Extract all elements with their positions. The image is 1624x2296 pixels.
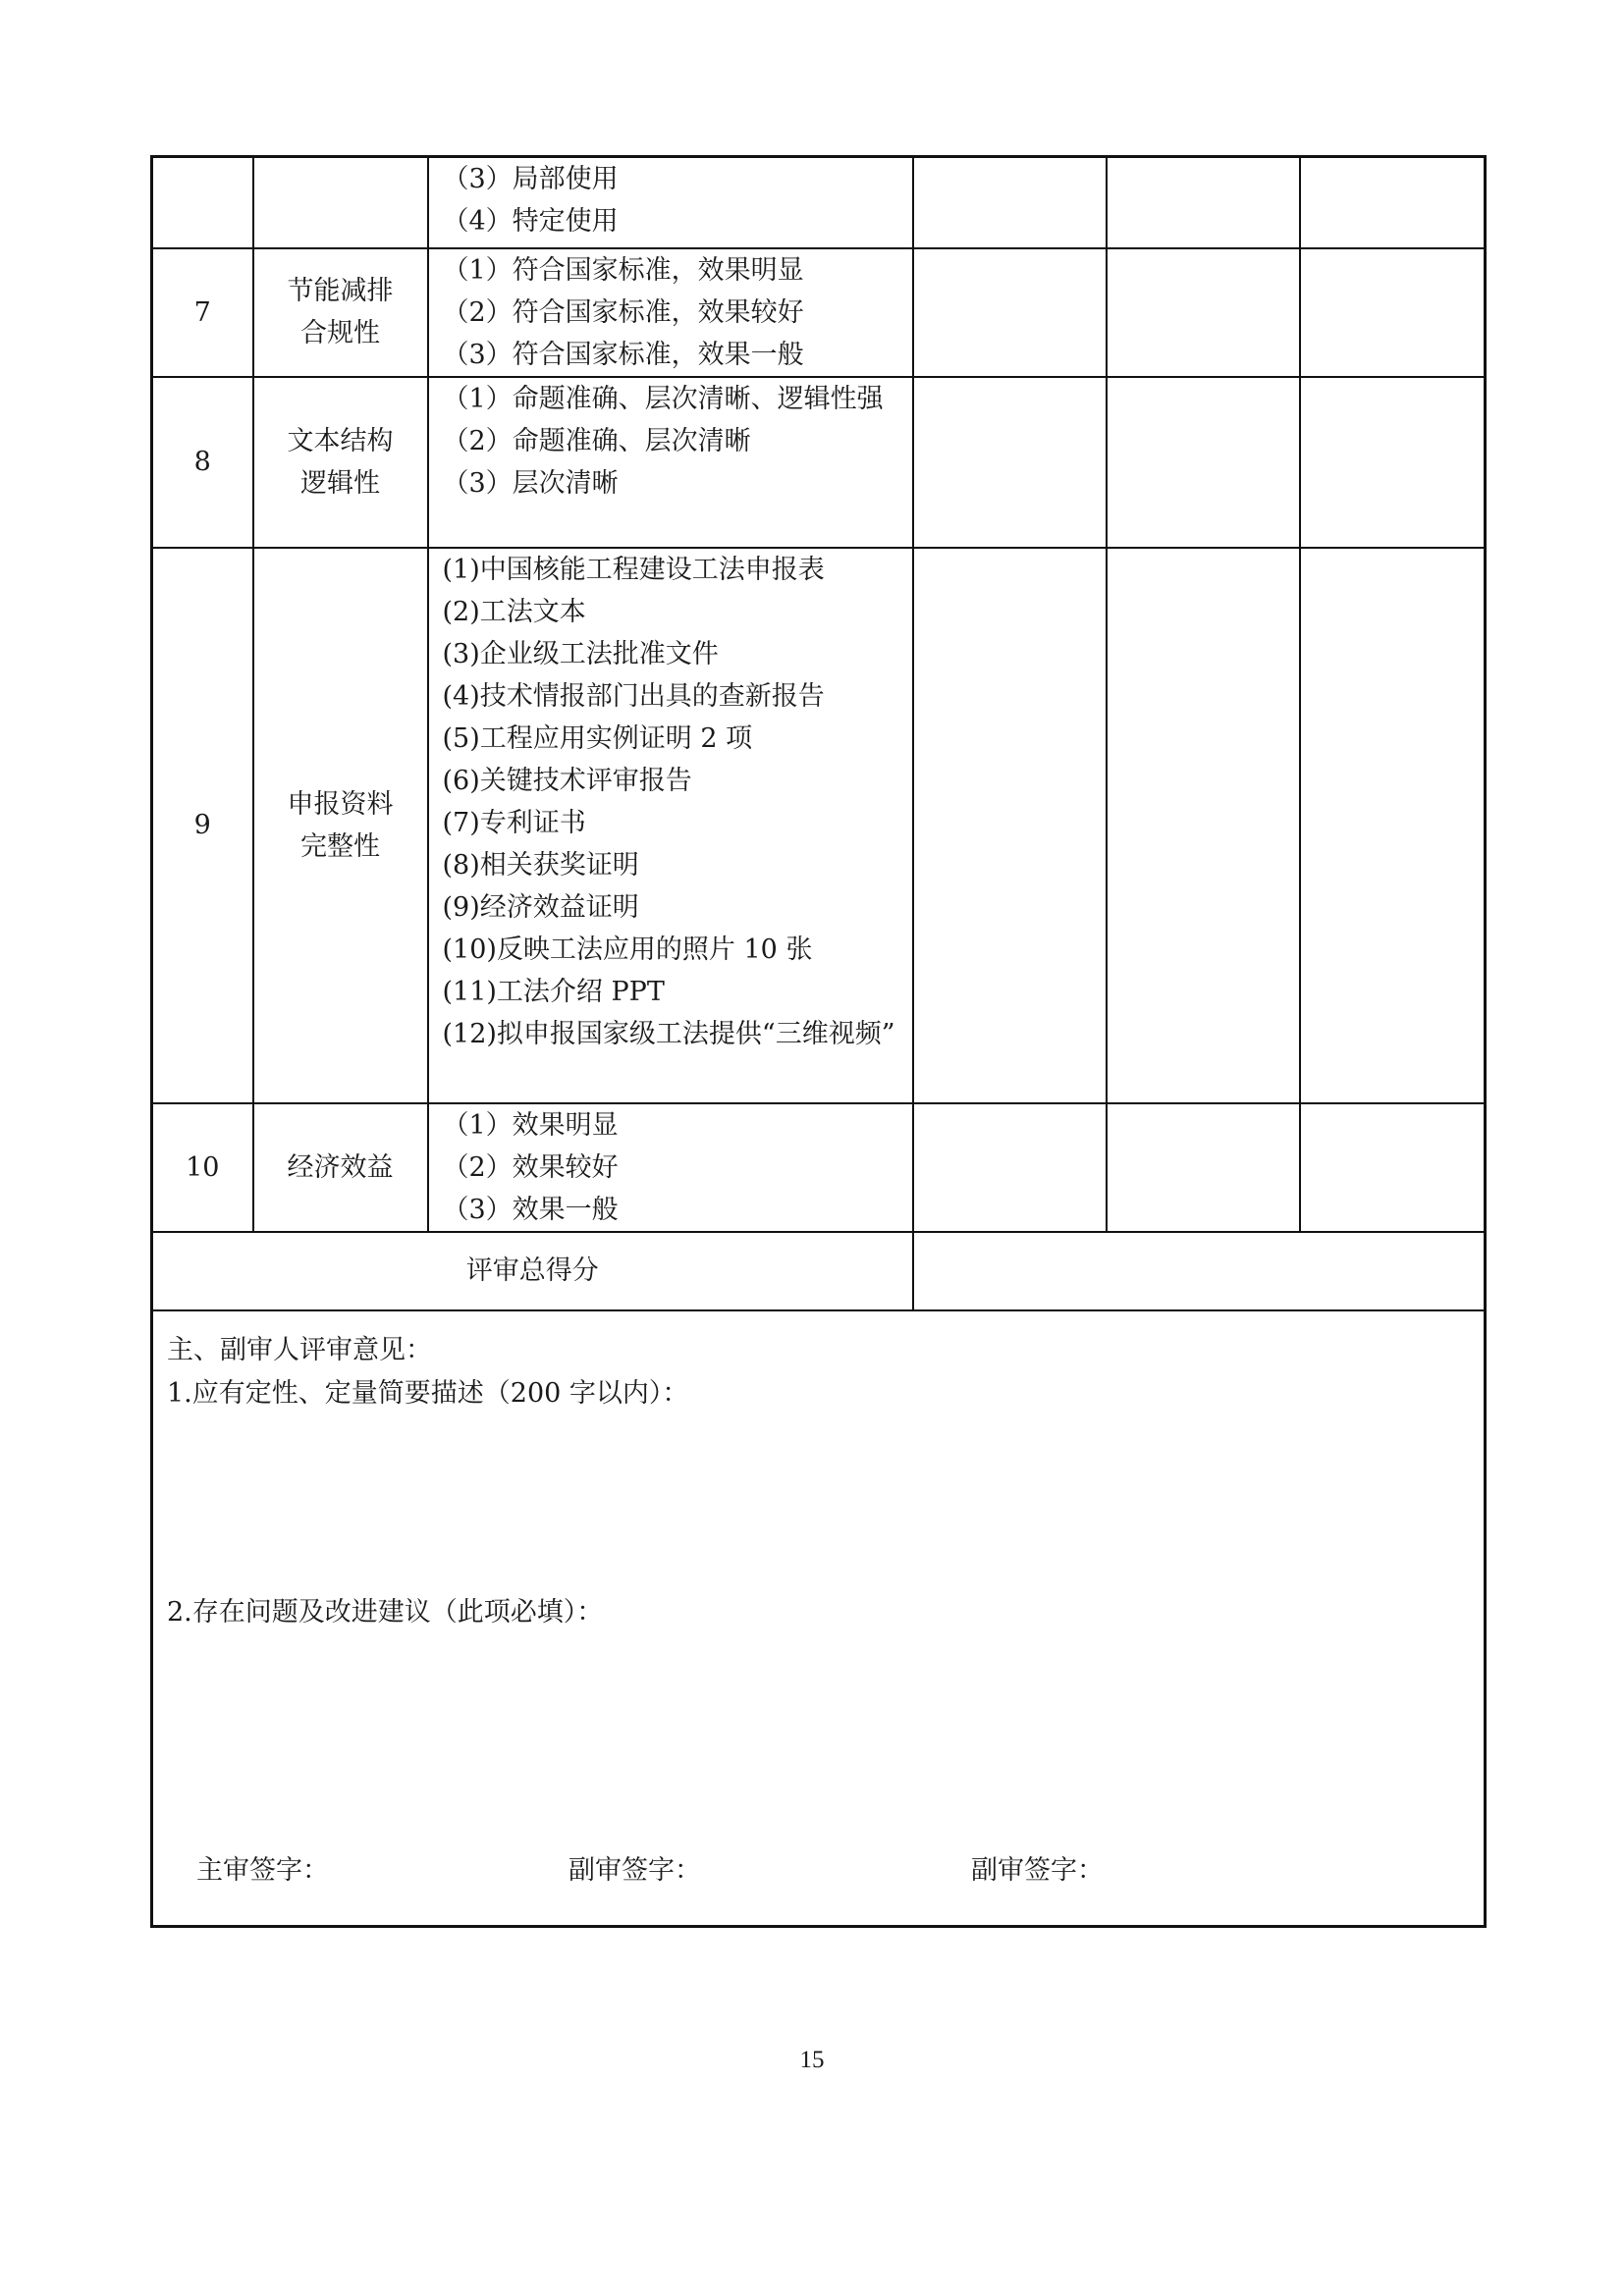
total-score-value-cell[interactable] <box>913 1232 1486 1310</box>
score-cell[interactable] <box>1107 548 1300 1103</box>
score-cell[interactable] <box>913 1103 1107 1232</box>
criteria-line: (5)工程应用实例证明 2 项 <box>442 722 753 754</box>
score-cell[interactable] <box>913 548 1107 1103</box>
item-name-cell <box>253 377 428 548</box>
score-cell[interactable] <box>1300 248 1486 377</box>
criteria-line: (9)经济效益证明 <box>442 891 639 923</box>
criteria-line: （3）局部使用 <box>442 164 619 194</box>
score-cell[interactable] <box>913 248 1107 377</box>
item-name-line: 节能减排 <box>287 276 394 306</box>
score-cell[interactable] <box>1107 377 1300 548</box>
criteria-line: (7)专利证书 <box>442 807 586 838</box>
score-cell[interactable] <box>913 377 1107 548</box>
criteria-line: （2）命题准确、层次清晰 <box>442 425 751 456</box>
criteria-cell <box>428 1103 913 1232</box>
reviewer-opinions-cell[interactable] <box>152 1310 1486 1927</box>
criteria-line: （1）符合国家标准，效果明显 <box>442 254 804 286</box>
total-score-row <box>152 1232 1486 1310</box>
page-number: 15 <box>799 2047 825 2073</box>
row-number-cell: 8 <box>152 377 253 548</box>
criteria-cell <box>428 157 913 248</box>
criteria-line: (4)技术情报部门出具的查新报告 <box>442 680 825 712</box>
score-cell[interactable] <box>1300 377 1486 548</box>
score-cell[interactable] <box>1300 157 1486 248</box>
item-name-cell <box>253 548 428 1103</box>
criteria-line: (10)反映工法应用的照片 10 张 <box>442 934 813 965</box>
item-name-line: 申报资料 <box>287 788 394 820</box>
table-row <box>152 548 1486 1103</box>
criteria-line: （3）层次清晰 <box>442 467 619 499</box>
criteria-line: （3）效果一般 <box>442 1194 619 1225</box>
table-row <box>152 157 1486 248</box>
deputy-reviewer-signature-label: 副审签字： <box>568 1854 701 1886</box>
opinions-row <box>152 1310 1486 1927</box>
criteria-cell <box>428 248 913 377</box>
criteria-line: （1）效果明显 <box>442 1109 619 1141</box>
opinions-heading: 主、副审人评审意见： <box>167 1334 432 1365</box>
deputy-reviewer-signature-label: 副审签字： <box>971 1854 1104 1886</box>
row-number-cell: 10 <box>152 1103 253 1232</box>
score-cell[interactable] <box>1107 248 1300 377</box>
criteria-line: (12)拟申报国家级工法提供“三维视频” <box>442 1018 895 1049</box>
criteria-line: (2)工法文本 <box>442 596 586 627</box>
score-cell[interactable] <box>1300 548 1486 1103</box>
criteria-cell <box>428 377 913 548</box>
criteria-line: （4）特定使用 <box>442 206 619 237</box>
row-number-cell: 7 <box>152 248 253 377</box>
item-name-line: 合规性 <box>300 318 380 348</box>
review-score-table <box>150 155 1487 1928</box>
criteria-line: (8)相关获奖证明 <box>442 849 639 881</box>
opinion-question-1: 1.应有定性、定量简要描述（200 字以内）： <box>167 1377 689 1409</box>
score-cell[interactable] <box>1107 157 1300 248</box>
item-name-cell <box>253 1103 428 1232</box>
table-row <box>152 1103 1486 1232</box>
row-number-cell <box>152 157 253 248</box>
chief-reviewer-signature-label: 主审签字： <box>196 1854 329 1886</box>
criteria-line: (11)工法介绍 PPT <box>442 976 665 1007</box>
opinion-question-2: 2.存在问题及改进建议（此项必填）： <box>167 1596 604 1628</box>
score-cell[interactable] <box>1107 1103 1300 1232</box>
criteria-line: （1）命题准确、层次清晰、逻辑性强 <box>442 383 884 414</box>
score-cell[interactable] <box>913 157 1107 248</box>
item-name-cell <box>253 157 428 248</box>
row-number-cell: 9 <box>152 548 253 1103</box>
criteria-line: （3）符合国家标准，效果一般 <box>442 339 804 370</box>
criteria-line: (1)中国核能工程建设工法申报表 <box>442 554 825 585</box>
score-cell[interactable] <box>1300 1103 1486 1232</box>
item-name-line: 逻辑性 <box>300 467 380 499</box>
total-score-label: 评审总得分 <box>152 1232 913 1310</box>
criteria-line: (3)企业级工法批准文件 <box>442 638 719 669</box>
table-row <box>152 377 1486 548</box>
criteria-line: （2）符合国家标准，效果较好 <box>442 296 804 328</box>
item-name-line: 完整性 <box>300 830 380 862</box>
item-name-line: 经济效益 <box>287 1151 394 1183</box>
criteria-line: （2）效果较好 <box>442 1151 619 1183</box>
criteria-cell <box>428 548 913 1103</box>
item-name-cell <box>253 248 428 377</box>
criteria-line: (6)关键技术评审报告 <box>442 765 692 796</box>
table-row <box>152 248 1486 377</box>
item-name-line: 文本结构 <box>287 425 394 456</box>
